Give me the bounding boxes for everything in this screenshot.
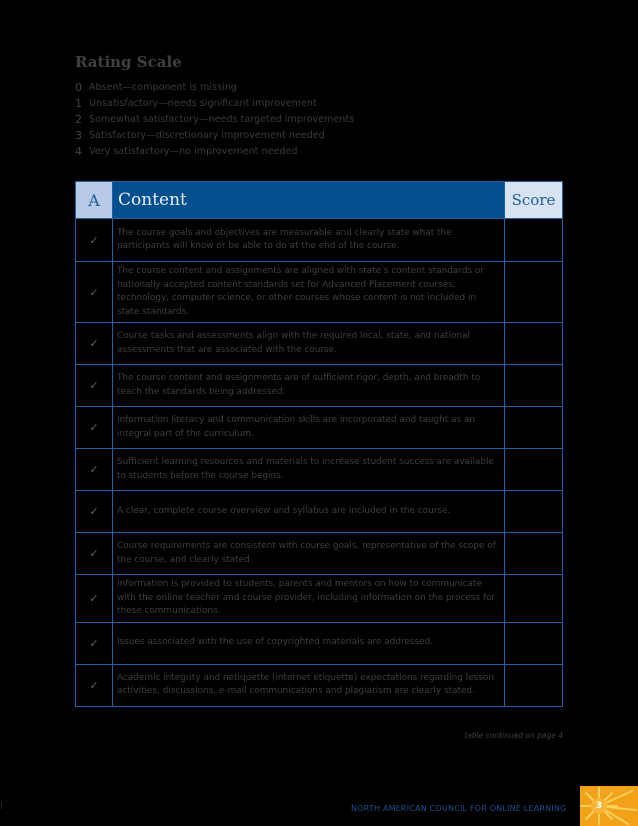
score-cell[interactable] <box>505 664 563 706</box>
score-cell[interactable] <box>505 449 563 491</box>
criterion-text: Information is provided to students, parents and mentors on how to communicate with the online teacher and course provider, including information on the process for these communications. <box>113 575 505 623</box>
rating-scale-description: Very satisfactory—no improvement needed <box>89 145 298 157</box>
rating-scale-number: 0 <box>75 80 82 94</box>
score-cell[interactable] <box>505 219 563 262</box>
rating-scale-number: 4 <box>75 144 82 158</box>
page-edge-mark: | <box>0 800 3 809</box>
table-row <box>76 365 563 407</box>
checkmark-icon: ✓ <box>76 323 113 365</box>
table-row <box>76 664 563 706</box>
checkmark-icon: ✓ <box>76 533 113 575</box>
checkmark-icon: ✓ <box>76 449 113 491</box>
score-cell[interactable] <box>505 491 563 533</box>
rating-scale-number: 2 <box>75 112 82 126</box>
rating-scale-item <box>75 95 555 111</box>
score-cell[interactable] <box>505 575 563 623</box>
criterion-text: The course content and assignments are aligned with state’s content standards or nationally accepted content standards set for Advanced Placement courses, technology, computer science, or other courses whose content is not included in state standards. <box>113 262 505 323</box>
score-cell[interactable] <box>505 323 563 365</box>
criterion-text: Issues associated with the use of copyrighted materials are addressed. <box>113 622 505 664</box>
checkmark-icon: ✓ <box>76 262 113 323</box>
table-row <box>76 622 563 664</box>
table-row <box>76 407 563 449</box>
rating-scale-description: Absent—component is missing <box>89 81 237 93</box>
table-row <box>76 491 563 533</box>
checkmark-icon: ✓ <box>76 664 113 706</box>
table-row <box>76 575 563 623</box>
criterion-text: The course content and assignments are of sufficient rigor, depth, and breadth to teach the standards being addressed. <box>113 365 505 407</box>
checkmark-icon: ✓ <box>76 622 113 664</box>
score-header: Score <box>505 182 563 219</box>
criterion-text: A clear, complete course overview and syllabus are included in the course. <box>113 491 505 533</box>
rating-scale <box>75 53 555 159</box>
criterion-text: Sufficient learning resources and materials to increase student success are available to students before the course begins. <box>113 449 505 491</box>
rating-scale-item <box>75 143 555 159</box>
rating-scale-description: Somewhat satisfactory—needs targeted improvements <box>89 113 355 125</box>
checkmark-icon: ✓ <box>76 219 113 262</box>
table-header-row <box>76 182 563 219</box>
rating-scale-item <box>75 79 555 95</box>
rating-scale-title: Rating Scale <box>75 53 182 71</box>
content-table <box>75 181 563 707</box>
rating-scale-list <box>75 79 555 159</box>
rating-scale-number: 1 <box>75 96 82 110</box>
score-cell[interactable] <box>505 262 563 323</box>
rating-scale-number: 3 <box>75 128 82 142</box>
section-letter: A <box>76 182 113 219</box>
table-continued-note: table continued on page 4 <box>464 731 563 740</box>
page-number: 3 <box>595 801 603 811</box>
table-row <box>76 533 563 575</box>
table-row <box>76 323 563 365</box>
criterion-text: Course requirements are consistent with course goals, representative of the scope of the course, and clearly stated. <box>113 533 505 575</box>
footer-organization: NORTH AMERICAN COUNCIL FOR ONLINE LEARNING <box>351 804 567 813</box>
rating-scale-item <box>75 127 555 143</box>
criterion-text: Course tasks and assessments align with the required local, state, and national assessments that are associated with the course. <box>113 323 505 365</box>
score-cell[interactable] <box>505 365 563 407</box>
table-row <box>76 449 563 491</box>
page-number-tab <box>580 786 638 826</box>
score-cell[interactable] <box>505 407 563 449</box>
rating-scale-item <box>75 111 555 127</box>
checkmark-icon: ✓ <box>76 491 113 533</box>
score-cell[interactable] <box>505 533 563 575</box>
rating-scale-description: Satisfactory—discretionary improvement needed <box>89 129 325 141</box>
score-cell[interactable] <box>505 622 563 664</box>
checkmark-icon: ✓ <box>76 407 113 449</box>
rating-scale-description: Unsatisfactory—needs significant improvement <box>89 97 317 109</box>
table-row <box>76 262 563 323</box>
table-row <box>76 219 563 262</box>
checkmark-icon: ✓ <box>76 575 113 623</box>
criterion-text: Information literacy and communication skills are incorporated and taught as an integral part of the curriculum. <box>113 407 505 449</box>
content-header: Content <box>113 182 505 219</box>
criterion-text: Academic integrity and netiquette (internet etiquette) expectations regarding lesson activities, discussions, e-mail communications and plagiarism are clearly stated. <box>113 664 505 706</box>
checkmark-icon: ✓ <box>76 365 113 407</box>
criterion-text: The course goals and objectives are measurable and clearly state what the participants will know or be able to do at the end of the course. <box>113 219 505 262</box>
